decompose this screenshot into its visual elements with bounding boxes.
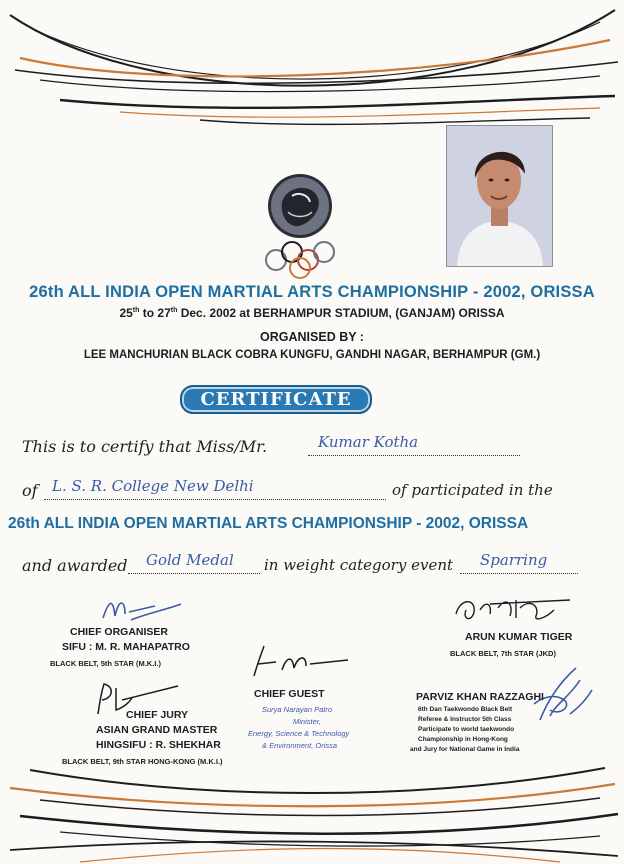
top-border-ornament [0, 0, 624, 135]
chief-guest-line3: Energy, Science & Technology [248, 729, 350, 738]
name-underline [308, 455, 520, 456]
arun-rank: BLACK BELT, 7th STAR (JKD) [450, 649, 556, 658]
participated-text: of participated in the [392, 481, 553, 499]
chief-guest-line4: & Environment, Orissa [262, 741, 338, 750]
arun-signature [450, 590, 580, 630]
chief-organiser-signature [95, 590, 185, 630]
certificate-badge: CERTIFICATE [180, 385, 372, 414]
parviz-name: PARVIZ KHAN RAZZAGHI [416, 691, 544, 703]
chief-jury-line1: ASIAN GRAND MASTER [96, 724, 218, 736]
chief-guest-signature [248, 640, 358, 685]
chief-organiser-name: SIFU : M. R. MAHAPATRO [62, 641, 190, 653]
participant-photo [446, 125, 553, 267]
parviz-line3: Participate to world taekwondo [418, 726, 515, 733]
event-value: Sparring [480, 551, 548, 569]
chief-jury-line2: HINGSIFU : R. SHEKHAR [96, 739, 221, 751]
arun-name: ARUN KUMAR TIGER [465, 631, 573, 643]
championship-line: 26th ALL INDIA OPEN MARTIAL ARTS CHAMPIONSHIP - 2002, ORISSA [8, 515, 529, 532]
event-title: 26th ALL INDIA OPEN MARTIAL ARTS CHAMPIONSHIP - 2002, ORISSA [29, 283, 595, 301]
chief-jury-rank: BLACK BELT, 9th STAR HONG-KONG (M.K.I.) [62, 757, 223, 766]
championship-emblem [262, 172, 338, 280]
award-value: Gold Medal [146, 551, 234, 569]
organiser-name: LEE MANCHURIAN BLACK COBRA KUNGFU, GANDHI NAGAR, BERHAMPUR (GM.) [83, 349, 541, 361]
awarded-text: and awarded [22, 556, 128, 575]
of-text: of [22, 481, 38, 500]
chief-guest-title: CHIEF GUEST [254, 688, 325, 700]
college-name: L. S. R. College New Delhi [52, 477, 254, 495]
parviz-line5: and Jury for National Game in India [410, 746, 520, 753]
chief-organiser-rank: BLACK BELT, 5th STAR (M.K.I.) [50, 659, 161, 668]
event-date-venue: 25th to 27th Dec. 2002 at BERHAMPUR STADIUM, (GANJAM) ORISSA [119, 306, 505, 320]
chief-jury-title: CHIEF JURY [126, 709, 189, 721]
award-underline [128, 573, 260, 574]
parviz-line4: Championship in Hong-Kong [418, 736, 508, 743]
recipient-name: Kumar Kotha [318, 433, 419, 451]
parviz-line2: Referee & Instructor 5th Class [418, 716, 512, 723]
organised-by-label: ORGANISED BY : [260, 330, 364, 344]
weight-category-text: in weight category event [264, 556, 454, 574]
chief-guest-line1: Surya Narayan Patro [262, 705, 333, 714]
chief-guest-line2: Minister, [293, 717, 321, 726]
portrait-image [447, 126, 552, 266]
bottom-border-ornament [0, 740, 624, 864]
chief-organiser-title: CHIEF ORGANISER [70, 626, 169, 638]
college-underline [44, 499, 386, 500]
certify-text: This is to certify that Miss/Mr. [22, 437, 268, 456]
event-underline [460, 573, 578, 574]
parviz-line1: 6th Dan Taekwondo Black Belt [418, 706, 513, 713]
